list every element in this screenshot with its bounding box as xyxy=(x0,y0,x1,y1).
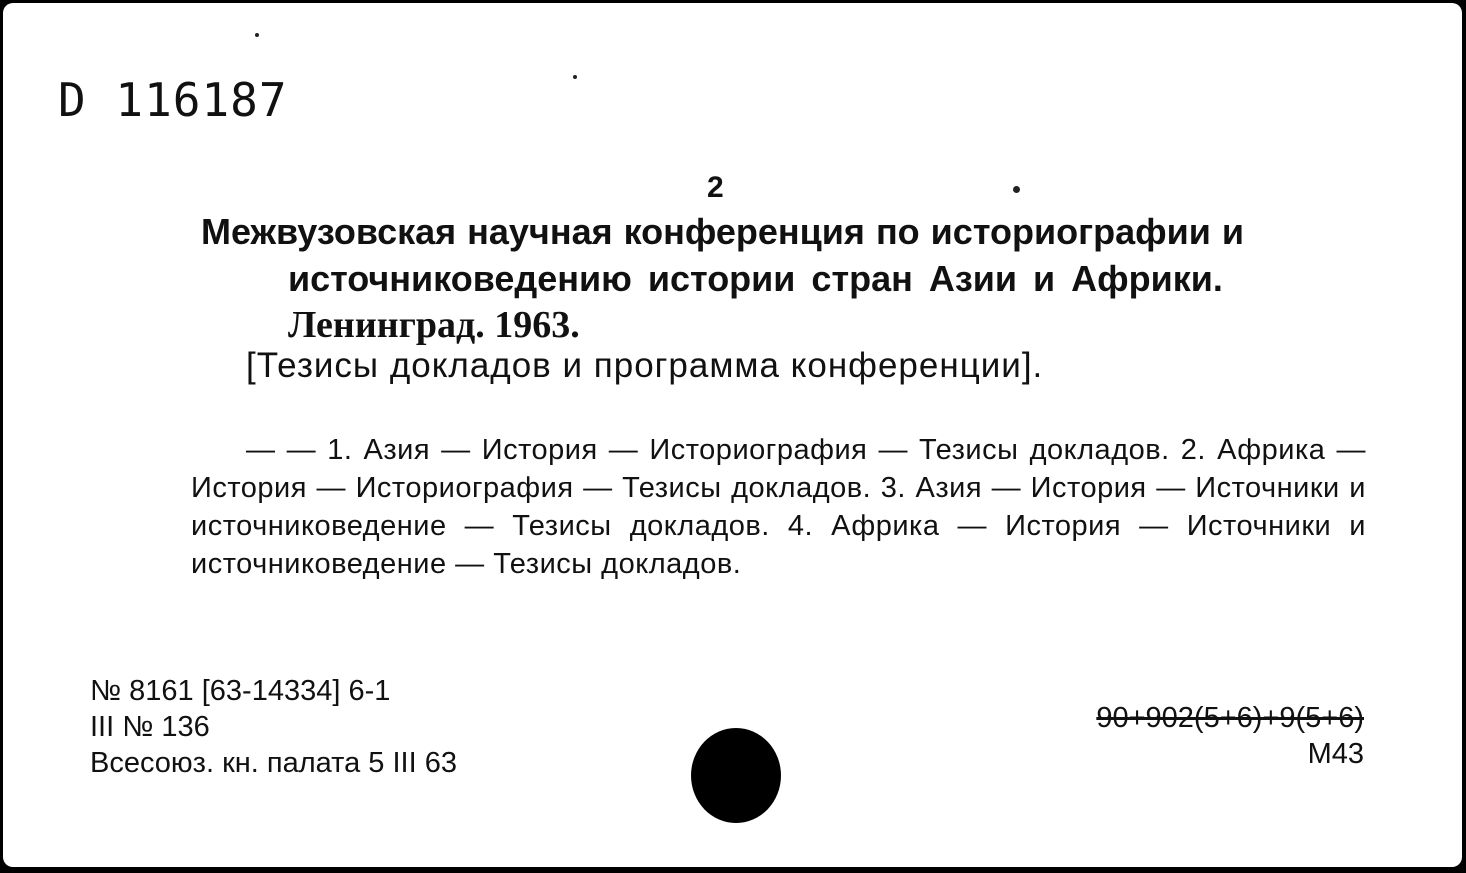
meta-line-number: III № 136 xyxy=(90,711,210,743)
title-continuation: источниковедению истории стран Азии и Африки. xyxy=(288,258,1223,299)
title-place-year: Ленинград. 1963. xyxy=(288,304,580,346)
price-block xyxy=(1096,700,1364,772)
catalog-card xyxy=(3,3,1462,867)
meta-line-chamber: Всесоюз. кн. палата 5 III 63 xyxy=(90,747,457,779)
speck xyxy=(1013,186,1020,193)
punch-hole xyxy=(691,728,781,823)
publication-meta xyxy=(90,673,457,781)
title-main: Межвузовская научная конференция по историографии и xyxy=(201,211,1244,252)
meta-line-registry: № 8161 [63-14334] 6-1 xyxy=(90,675,391,707)
subtitle: [Тезисы докладов и программа конференции]. xyxy=(246,346,1044,385)
subject-headings: — — 1. Азия — История — Историография — Тезисы докладов. 2. Африка — История — Историография — Тезисы докладов. 3. Азия — История — Источники и источниковедение — Тезисы докладов. 4. Африка — История — Источники и источниковедение — Тезисы докладов. xyxy=(191,434,1366,580)
card-number: 2 xyxy=(707,171,724,204)
speck xyxy=(255,33,259,37)
struck-price: 90+902(5+6)+9(5+6) xyxy=(1096,702,1364,734)
catalog-id: D 116187 xyxy=(58,73,288,127)
speck xyxy=(573,75,577,79)
price-code: М43 xyxy=(1307,738,1364,770)
